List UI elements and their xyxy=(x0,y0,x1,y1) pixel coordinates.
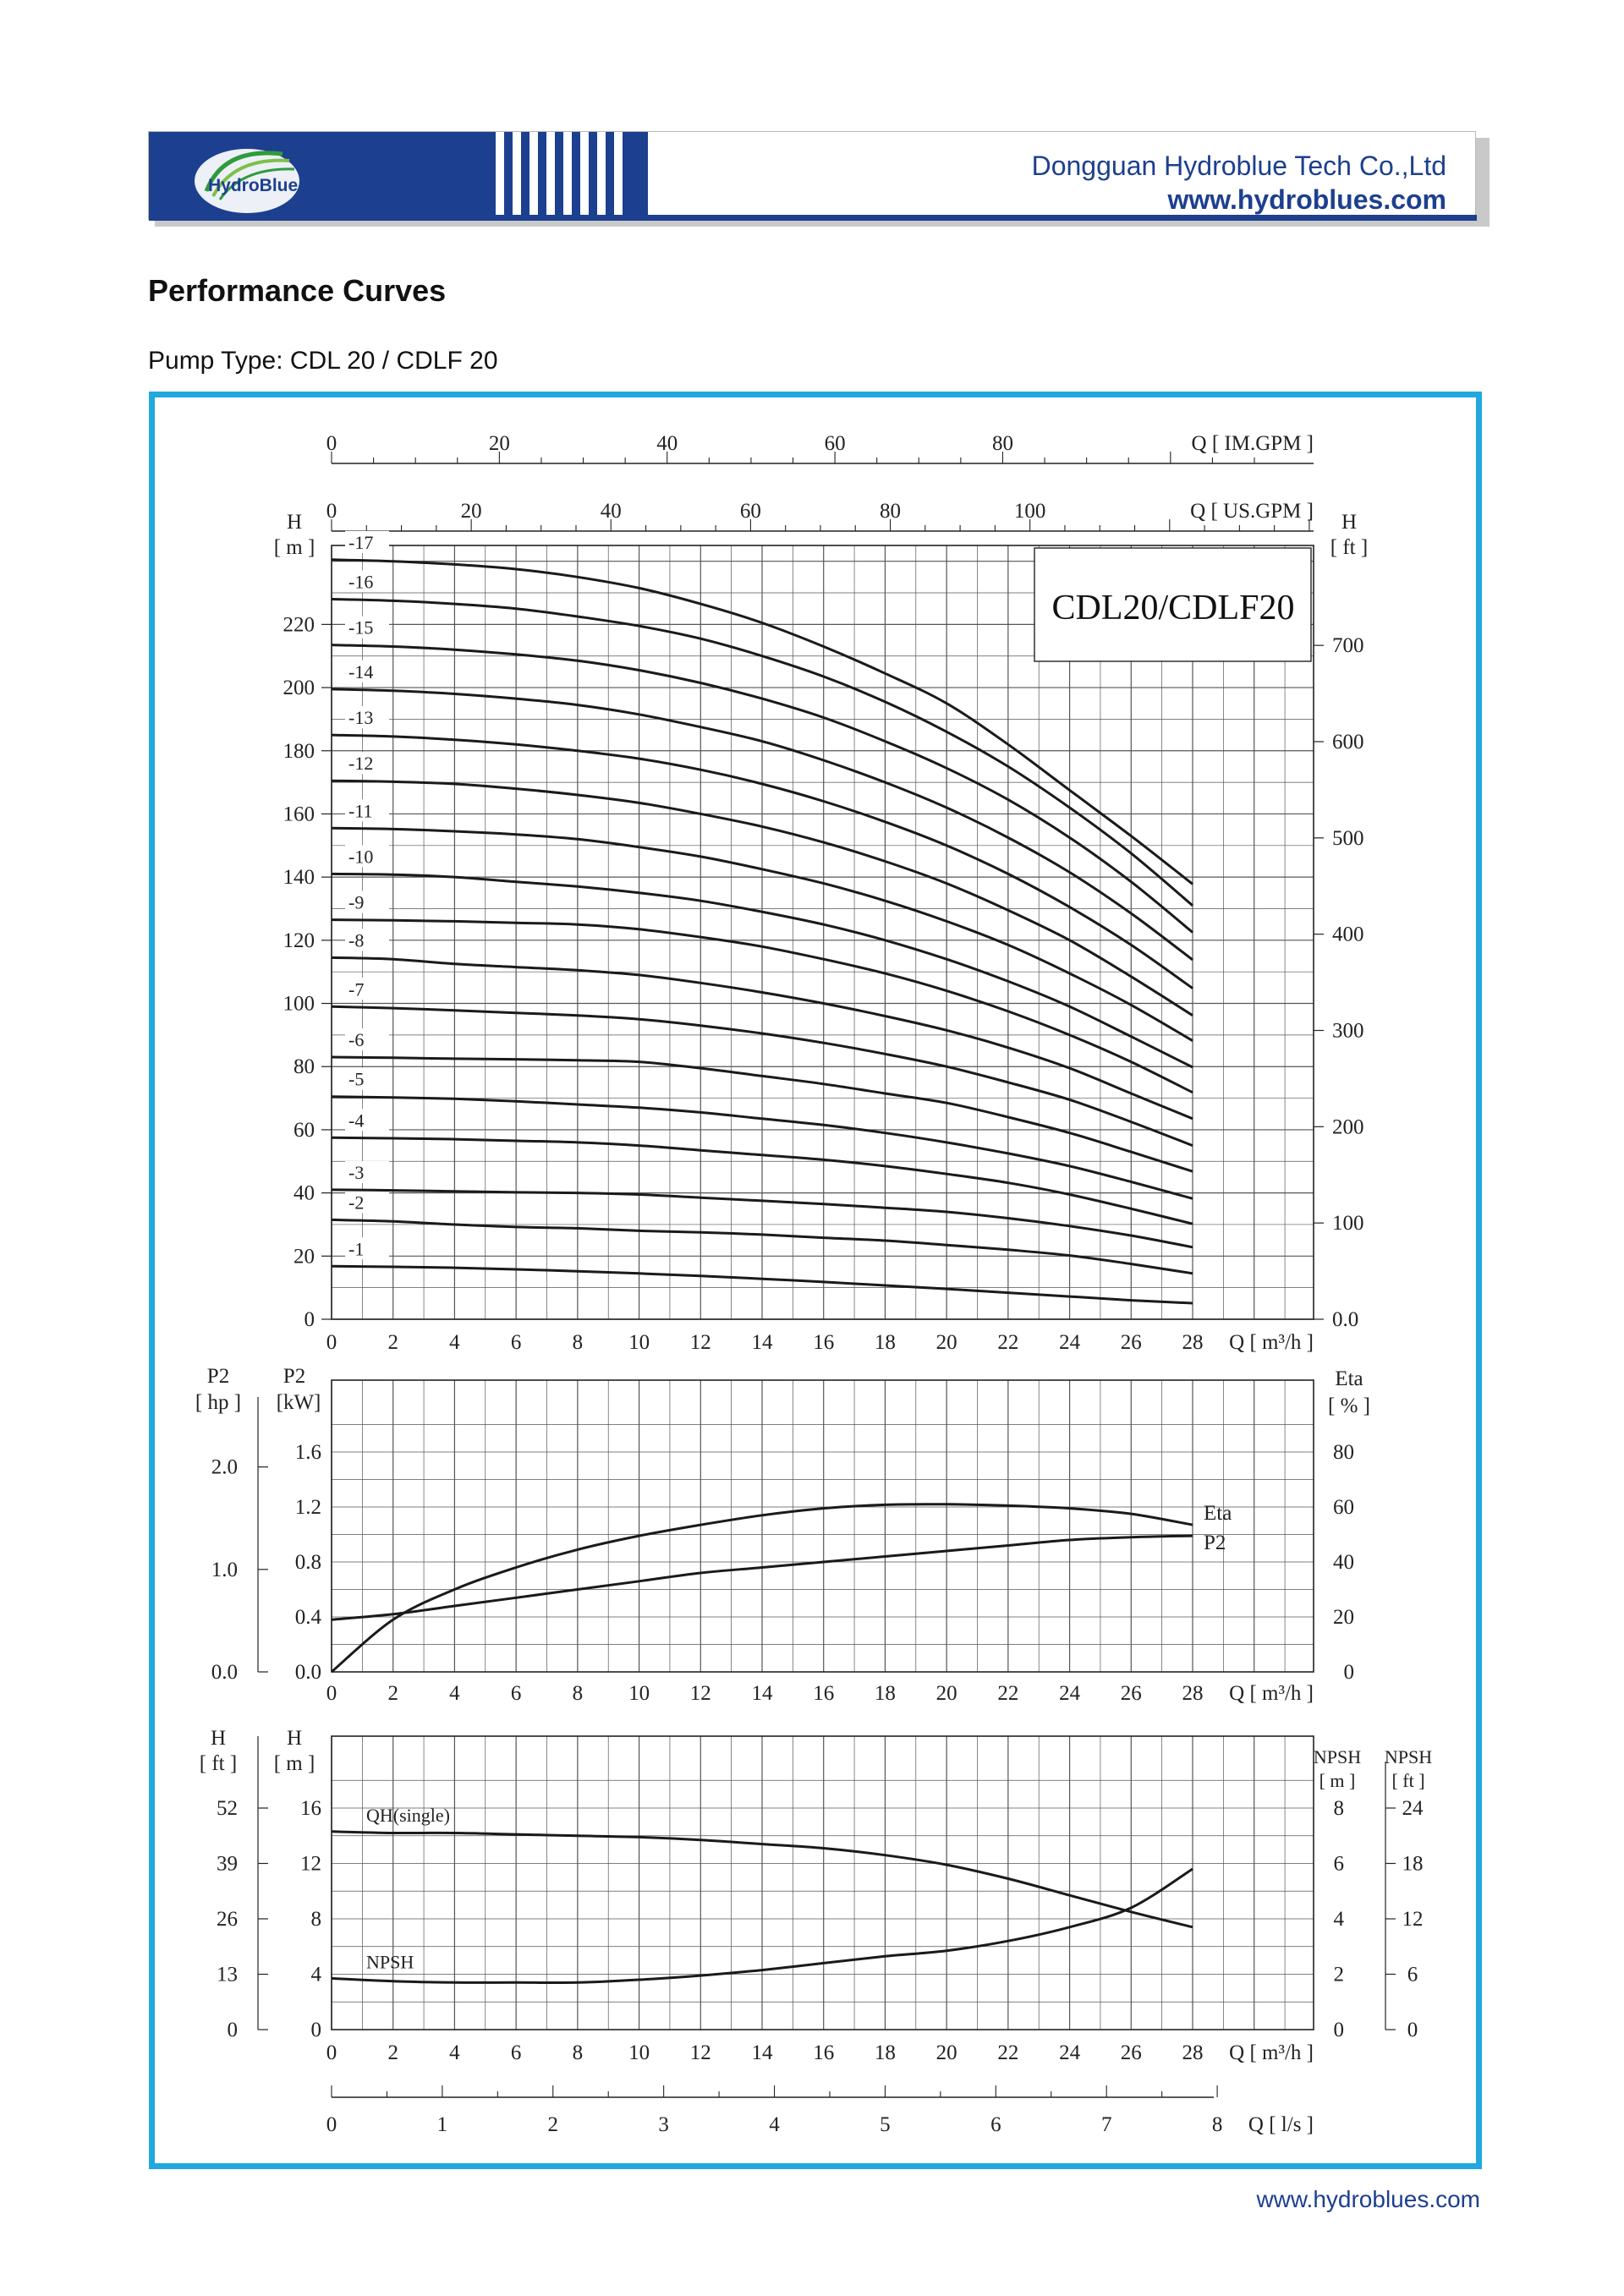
x-tick-label: 28 xyxy=(1182,1682,1204,1705)
npsh-ft-tick-label: 24 xyxy=(1402,1797,1424,1820)
npsh-m-axis-unit: [ m ] xyxy=(1319,1770,1356,1791)
plot-area xyxy=(332,1380,1314,1672)
eta-axis-unit: [ % ] xyxy=(1328,1395,1370,1417)
h-m-tick-label: 0 xyxy=(310,2019,321,2041)
y2-tick-label: 500 xyxy=(1332,826,1364,850)
x-tick-label: 22 xyxy=(997,2041,1019,2064)
x-tick-label: 10 xyxy=(628,2041,650,2064)
x-tick-label: 4 xyxy=(449,2041,460,2064)
x-tick-label: 6 xyxy=(510,1682,522,1705)
x-tick-label: 12 xyxy=(689,1682,711,1705)
ls-tick-label: 3 xyxy=(658,2113,669,2136)
h-m-axis-label: H xyxy=(286,1727,303,1750)
y2-tick-label: 300 xyxy=(1332,1019,1364,1043)
stage-label: -16 xyxy=(348,571,374,593)
model-title: CDL20/CDLF20 xyxy=(1051,589,1295,627)
y2-axis-label: H xyxy=(1341,511,1358,534)
npsh-ft-tick-label: 6 xyxy=(1407,1963,1418,1986)
y-tick-label: 100 xyxy=(283,992,315,1016)
eta-tick-label: 60 xyxy=(1333,1496,1354,1519)
kw-tick-label: 0.8 xyxy=(294,1551,321,1574)
y2-tick-label: 400 xyxy=(1332,923,1364,946)
header-brand-panel xyxy=(149,132,648,221)
npsh-m-tick-label: 2 xyxy=(1333,1963,1344,1986)
x-tick-label: 20 xyxy=(935,2041,957,2064)
x-tick-label: 2 xyxy=(387,1682,398,1705)
stage-label: -10 xyxy=(348,846,374,868)
us-gpm-tick-label: 40 xyxy=(600,500,622,523)
stage-label: -2 xyxy=(348,1192,365,1214)
y-tick-label: 0 xyxy=(304,1308,315,1331)
us-gpm-tick-label: 20 xyxy=(460,500,482,523)
x-tick-label: 4 xyxy=(449,1331,460,1354)
y-tick-label: 220 xyxy=(283,613,315,637)
h-ft-tick-label: 52 xyxy=(217,1797,238,1820)
stage-label: -9 xyxy=(348,891,365,913)
x-tick-label: 8 xyxy=(572,2041,584,2064)
x-tick-label: 18 xyxy=(874,1682,896,1705)
x-axis-label: Q [ m³/h ] xyxy=(1229,1331,1314,1354)
eta-series-label: Eta xyxy=(1204,1502,1232,1526)
x-tick-label: 10 xyxy=(628,1331,650,1354)
hp-tick-label: 0.0 xyxy=(211,1661,238,1684)
y-tick-label: 180 xyxy=(283,739,315,763)
x-tick-label: 26 xyxy=(1120,2041,1142,2064)
npsh-series-label: NPSH xyxy=(366,1951,414,1973)
x-tick-label: 20 xyxy=(935,1331,957,1354)
eta-tick-label: 40 xyxy=(1333,1551,1354,1574)
im-gpm-tick-label: 80 xyxy=(991,432,1013,455)
x-tick-label: 0 xyxy=(326,1331,337,1354)
stage-label: -8 xyxy=(348,929,365,951)
y-tick-label: 140 xyxy=(283,866,315,890)
hp-tick-label: 1.0 xyxy=(211,1558,238,1581)
x-tick-label: 14 xyxy=(751,2041,773,2064)
y-tick-label: 40 xyxy=(294,1181,315,1205)
npsh-ft-axis-label: NPSH xyxy=(1384,1746,1433,1767)
stage-label: -1 xyxy=(348,1238,365,1260)
x-tick-label: 16 xyxy=(813,1682,835,1705)
hp-axis-label: P2 xyxy=(206,1365,230,1388)
hp-axis-unit: [ hp ] xyxy=(195,1391,242,1414)
x-tick-label: 8 xyxy=(572,1331,584,1354)
h-ft-tick-label: 0 xyxy=(227,2019,238,2041)
x-tick-label: 14 xyxy=(751,1682,773,1705)
x-tick-label: 4 xyxy=(449,1682,460,1705)
h-m-axis-unit: [ m ] xyxy=(273,1752,315,1775)
x-tick-label: 12 xyxy=(689,2041,711,2064)
y-tick-label: 160 xyxy=(283,803,315,826)
x-tick-label: 12 xyxy=(689,1331,711,1354)
hp-tick-label: 2.0 xyxy=(211,1455,238,1479)
header-bar xyxy=(148,131,1476,220)
ls-tick-label: 0 xyxy=(326,2113,337,2136)
kw-tick-label: 0.0 xyxy=(294,1661,321,1684)
x-tick-label: 6 xyxy=(510,2041,522,2064)
npsh-ft-tick-label: 18 xyxy=(1402,1852,1424,1876)
kw-axis-unit: [kW] xyxy=(276,1391,321,1414)
im-gpm-tick-label: 60 xyxy=(824,432,846,455)
head-curves-chart xyxy=(274,432,1369,1354)
svg-text:HydroBlue: HydroBlue xyxy=(208,176,299,195)
y2-axis-unit: [ ft ] xyxy=(1330,536,1369,559)
us-gpm-tick-label: 0 xyxy=(326,500,337,523)
npsh-m-axis-label: NPSH xyxy=(1313,1746,1362,1767)
h-ft-axis-unit: [ ft ] xyxy=(199,1752,238,1775)
hydroblue-logo xyxy=(189,139,316,215)
page-title: Performance Curves xyxy=(148,273,447,308)
header-underline xyxy=(149,215,1477,221)
p2-series-label: P2 xyxy=(1204,1532,1226,1555)
us-gpm-tick-label: 100 xyxy=(1013,500,1046,523)
ls-tick-label: 4 xyxy=(769,2113,780,2136)
x-tick-label: 28 xyxy=(1182,1331,1204,1354)
x-tick-label: 10 xyxy=(628,1682,650,1705)
ls-tick-label: 2 xyxy=(547,2113,559,2136)
h-ft-tick-label: 26 xyxy=(217,1908,238,1931)
y-tick-label: 200 xyxy=(283,677,315,700)
y2-tick-label: 100 xyxy=(1332,1212,1364,1236)
x-tick-label: 22 xyxy=(997,1682,1019,1705)
y-axis-label: H xyxy=(286,511,303,534)
eta-tick-label: 0 xyxy=(1343,1661,1354,1684)
h-ft-tick-label: 13 xyxy=(217,1963,238,1986)
y-tick-label: 80 xyxy=(294,1055,315,1079)
x-tick-label: 16 xyxy=(813,2041,835,2064)
kw-axis-label: P2 xyxy=(283,1365,306,1388)
x-tick-label: 28 xyxy=(1182,2041,1204,2064)
y2-tick-label: 0.0 xyxy=(1332,1308,1359,1331)
h-m-tick-label: 8 xyxy=(310,1908,321,1931)
im-gpm-tick-label: 0 xyxy=(326,432,337,455)
ls-tick-label: 7 xyxy=(1100,2113,1112,2136)
y-axis-unit: [ m ] xyxy=(273,536,315,559)
stage-label: -7 xyxy=(348,978,365,1000)
x-tick-label: 8 xyxy=(572,1682,584,1705)
x-tick-label: 24 xyxy=(1059,1331,1081,1354)
y2-tick-label: 600 xyxy=(1332,730,1364,753)
ls-axis-label: Q [ l/s ] xyxy=(1248,2113,1314,2136)
performance-charts xyxy=(155,397,1476,2163)
x-tick-label: 6 xyxy=(510,1331,522,1354)
pump-type-label: Pump Type: CDL 20 / CDLF 20 xyxy=(148,347,498,375)
x-tick-label: 0 xyxy=(326,2041,337,2064)
kw-tick-label: 0.4 xyxy=(294,1606,321,1629)
stage-label: -12 xyxy=(348,753,374,775)
x-tick-label: 18 xyxy=(874,2041,896,2064)
stage-label: -6 xyxy=(348,1029,365,1051)
x-tick-label: 14 xyxy=(751,1331,773,1354)
stage-label: -3 xyxy=(348,1161,365,1183)
h-m-tick-label: 12 xyxy=(300,1852,321,1876)
stage-label: -14 xyxy=(348,660,374,682)
x-tick-label: 2 xyxy=(387,1331,398,1354)
npsh-ft-tick-label: 0 xyxy=(1407,2019,1418,2041)
x-tick-label: 26 xyxy=(1120,1682,1142,1705)
x-tick-label: 16 xyxy=(813,1331,835,1354)
ls-tick-label: 1 xyxy=(436,2113,448,2136)
stage-label: -15 xyxy=(348,616,374,638)
npsh-m-tick-label: 0 xyxy=(1333,2019,1344,2041)
kw-tick-label: 1.2 xyxy=(294,1496,321,1519)
company-block xyxy=(1032,149,1446,216)
im-gpm-tick-label: 20 xyxy=(488,432,510,455)
npsh-ft-tick-label: 12 xyxy=(1402,1908,1424,1931)
h-ft-tick-label: 39 xyxy=(217,1852,238,1876)
x-tick-label: 18 xyxy=(874,1331,896,1354)
ls-tick-label: 5 xyxy=(880,2113,891,2136)
npsh-m-tick-label: 4 xyxy=(1333,1908,1344,1931)
stage-label: -17 xyxy=(348,531,374,553)
stage-label: -5 xyxy=(348,1068,365,1090)
qh-series-label: QH(single) xyxy=(366,1804,450,1826)
npsh-m-tick-label: 6 xyxy=(1333,1852,1344,1876)
stage-label: -11 xyxy=(348,800,373,822)
x-axis-label: Q [ m³/h ] xyxy=(1229,1682,1314,1705)
im-gpm-tick-label: 40 xyxy=(656,432,678,455)
x-tick-label: 20 xyxy=(935,1682,957,1705)
h-ft-axis-label: H xyxy=(210,1727,227,1750)
x-tick-label: 2 xyxy=(387,2041,398,2064)
company-name: Dongguan Hydroblue Tech Co.,Ltd xyxy=(1031,151,1446,181)
eta-axis-label: Eta xyxy=(1335,1367,1363,1390)
y-tick-label: 120 xyxy=(283,929,315,952)
x-tick-label: 22 xyxy=(997,1331,1019,1354)
npsh-ft-axis-unit: [ ft ] xyxy=(1391,1770,1425,1791)
h-m-tick-label: 16 xyxy=(300,1797,321,1820)
y2-tick-label: 700 xyxy=(1332,634,1364,658)
x-tick-label: 24 xyxy=(1059,1682,1081,1705)
npsh-m-tick-label: 8 xyxy=(1333,1797,1344,1820)
ls-tick-label: 8 xyxy=(1211,2113,1223,2136)
x-tick-label: 26 xyxy=(1120,1331,1142,1354)
y2-tick-label: 200 xyxy=(1332,1115,1364,1139)
page-header xyxy=(148,131,1483,227)
h-m-tick-label: 4 xyxy=(310,1963,321,1986)
im-gpm-axis-label: Q [ IM.GPM ] xyxy=(1191,432,1314,455)
ls-tick-label: 6 xyxy=(990,2113,1001,2136)
stage-label: -4 xyxy=(348,1110,365,1132)
x-tick-label: 24 xyxy=(1059,2041,1081,2064)
npsh-chart xyxy=(200,1727,1432,2136)
y-tick-label: 20 xyxy=(294,1245,315,1269)
kw-tick-label: 1.6 xyxy=(294,1441,321,1464)
stage-label: -13 xyxy=(348,707,374,729)
footer-website[interactable]: www.hydroblues.com xyxy=(1256,2186,1480,2212)
x-axis-label: Q [ m³/h ] xyxy=(1229,2041,1314,2064)
eta-tick-label: 80 xyxy=(1333,1441,1354,1464)
x-tick-label: 0 xyxy=(326,1682,337,1705)
us-gpm-axis-label: Q [ US.GPM ] xyxy=(1190,500,1314,523)
us-gpm-tick-label: 60 xyxy=(739,500,761,523)
y-tick-label: 60 xyxy=(294,1118,315,1142)
us-gpm-tick-label: 80 xyxy=(880,500,902,523)
company-website[interactable]: www.hydroblues.com xyxy=(1167,184,1446,215)
eta-tick-label: 20 xyxy=(1333,1606,1354,1629)
power-efficiency-chart xyxy=(195,1365,1370,1705)
